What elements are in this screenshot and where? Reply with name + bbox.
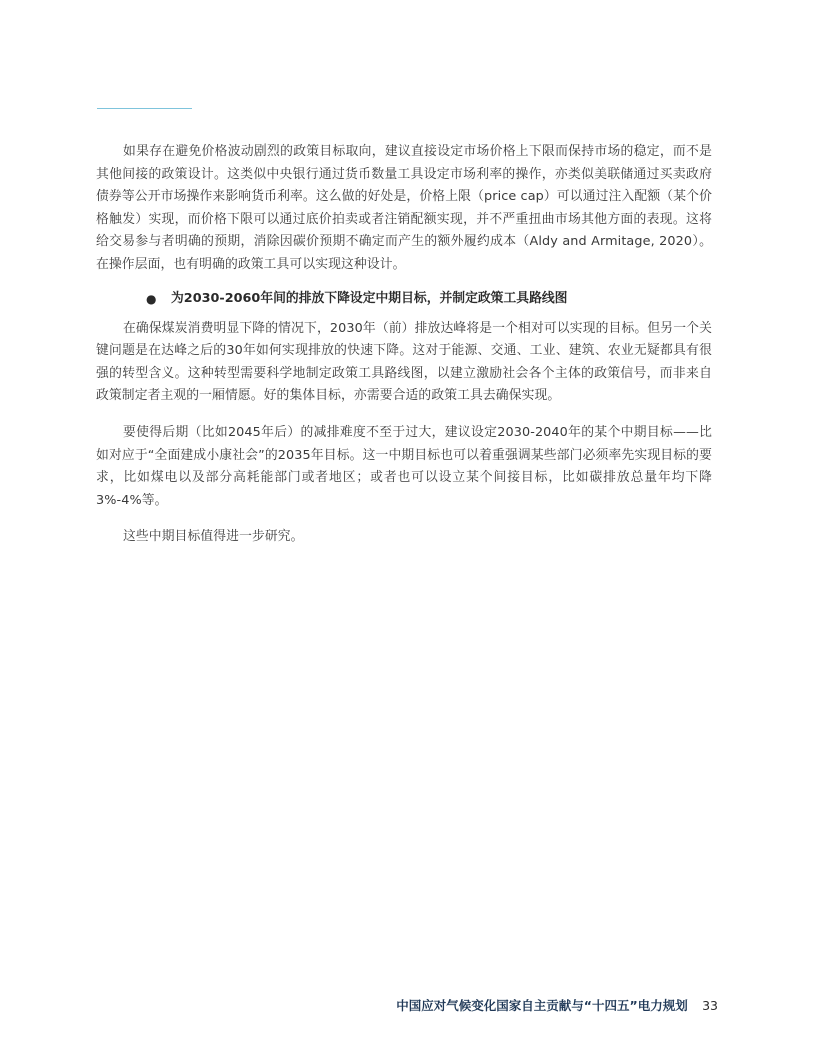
bullet-heading bbox=[96, 288, 712, 310]
paragraph-price-bounds: 如果存在避免价格波动剧烈的政策目标取向，建议直接设定市场价格上下限而保持市场的稳定，而不是其他间接的政策设计。这类似中央银行通过货币数量工具设定市场利率的操作，亦类似美联储通过买卖政府债券等公开市场操作来影响货币利率。这么做的好处是，价格上限（price cap）可以通过注入配额（某个价格触发）实现，而价格下限可以通过底价拍卖或者注销配额实现，并不严重扭曲市场其他方面的表现。这将给交易参与者明确的预期，消除因碳价预期不确定而产生的额外履约成本（Aldy and Armitage, 2020）。在操作层面，也有明确的政策工具可以实现这种设计。 bbox=[96, 144, 712, 272]
page-footer bbox=[396, 996, 718, 1014]
paragraph-peak-emissions: 在确保煤炭消费明显下降的情况下，2030年（前）排放达峰将是一个相对可以实现的目标。但另一个关键问题是在达峰之后的30年如何实现排放的快速下降。这对于能源、交通、工业、建筑、农业无疑都具有很强的转型含义。这种转型需要科学地制定政策工具路线图，以建立激励社会各个主体的政策信号，而非来自政策制定者主观的一厢情愿。好的集体目标，亦需要合适的政策工具去确保实现。 bbox=[96, 320, 712, 404]
paragraph-further-research: 这些中期目标值得进一步研究。 bbox=[123, 529, 304, 545]
footer-title: 中国应对气候变化国家自主贡献与“十四五”电力规划 bbox=[396, 998, 688, 1013]
paragraph-mid-term-target: 要使得后期（比如2045年后）的减排难度不至于过大，建议设定2030-2040年的某个中期目标——比如对应于“全面建成小康社会”的2035年目标。这一中期目标也可以着重强调某些部门必须率先实现目标的要求，比如煤电以及部分高耗能部门或者地区；或者也可以设立某个间接目标，比如碳排放总量年均下降3%-4%等。 bbox=[96, 424, 712, 508]
document-body bbox=[96, 141, 712, 563]
page-number: 33 bbox=[702, 998, 718, 1013]
header-divider-line bbox=[97, 108, 192, 109]
bullet-heading-text: 为2030-2060年间的排放下降设定中期目标，并制定政策工具路线图 bbox=[171, 290, 568, 306]
bullet-dot-icon: ● bbox=[146, 291, 157, 306]
